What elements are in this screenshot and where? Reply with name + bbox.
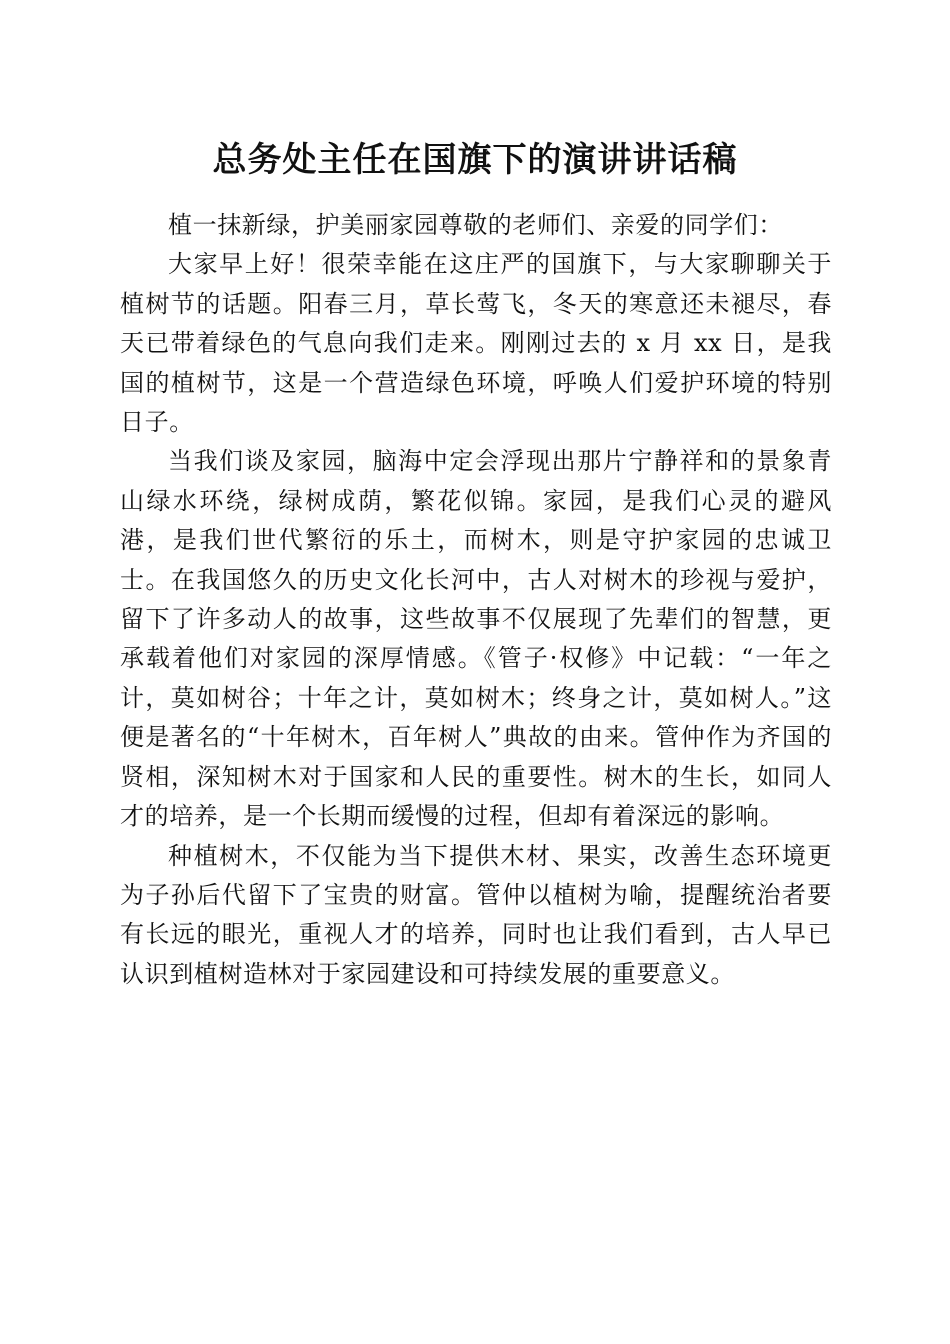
paragraph-opening: 大家早上好！很荣幸能在这庄严的国旗下，与大家聊聊关于植树节的话题。阳春三月，草长莺飞，冬天的寒意还未褪尽，春天已带着绿色的气息向我们走来。刚刚过去的 x 月 xx 日，是我国的植树节，这是一个营造绿色环境，呼唤人们爱护环境的特别日子。 xyxy=(120,250,832,437)
document-title: 总务处主任在国旗下的演讲讲话稿 xyxy=(212,140,738,180)
document-body xyxy=(120,206,832,994)
paragraph-homeland: 当我们谈及家园，脑海中定会浮现出那片宁静祥和的景象青山绿水环绕，绿树成荫，繁花似锦。家园，是我们心灵的避风港，是我们世代繁衍的乐土，而树木，则是守护家园的忠诚卫士。在我国悠久的历史文化长河中，古人对树木的珍视与爱护，留下了许多动人的故事，这些故事不仅展现了先辈们的智慧，更承载着他们对家园的深厚情感。《管子·权修》中记载：“一年之计，莫如树谷；十年之计，莫如树木；终身之计，莫如树人。”这便是著名的“十年树木，百年树人”典故的由来。管仲作为齐国的贤相，深知树木对于国家和人民的重要性。树木的生长，如同人才的培养，是一个长期而缓慢的过程，但却有着深远的影响。 xyxy=(120,447,832,831)
paragraph-planting: 种植树木，不仅能为当下提供木材、果实，改善生态环境更为子孙后代留下了宝贵的财富。管仲以植树为喻，提醒统治者要有长远的眼光，重视人才的培养，同时也让我们看到，古人早已认识到植树造林对于家园建设和可持续发展的重要意义。 xyxy=(120,841,832,988)
paragraph-greeting: 植一抹新绿，护美丽家园尊敬的老师们、亲爱的同学们： xyxy=(168,211,783,239)
